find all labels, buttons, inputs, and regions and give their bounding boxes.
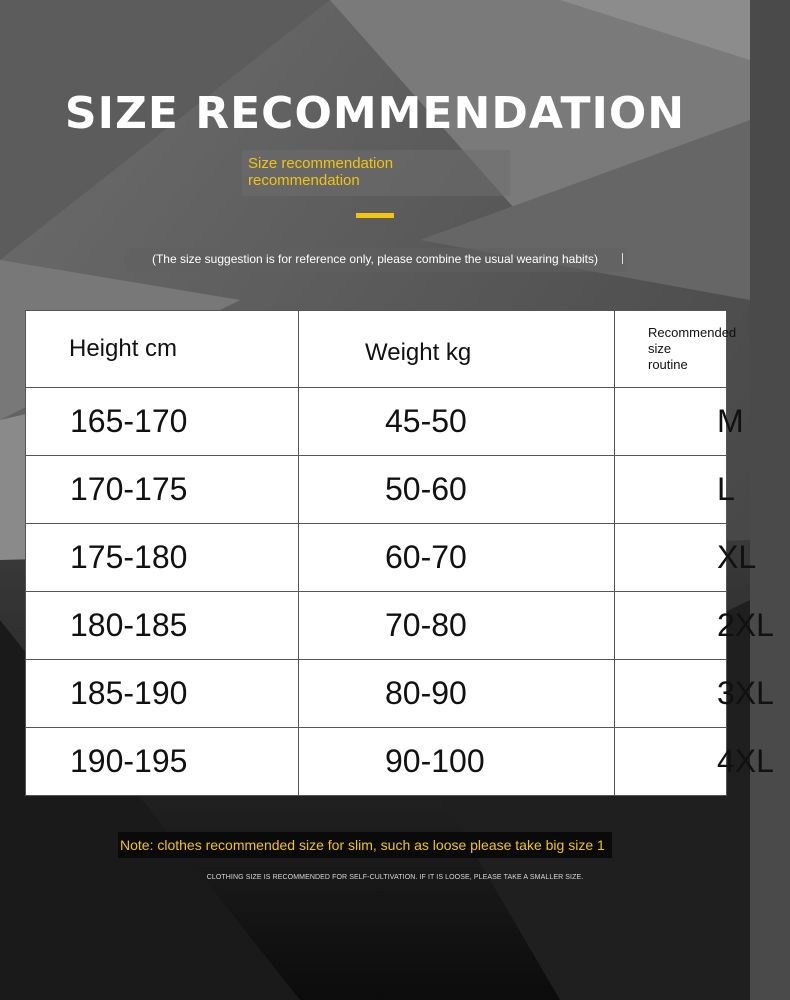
size-cell: L [615, 456, 727, 524]
accent-bar [356, 213, 394, 218]
weight-cell: 60-70 [299, 524, 615, 592]
size-cell: M [615, 388, 727, 456]
table-row [26, 388, 727, 456]
reference-notice: (The size suggestion is for reference only, please combine the usual wearing habits) [151, 252, 598, 266]
divider-tick [622, 253, 623, 264]
height-cell: 180-185 [26, 592, 299, 660]
subtitle [248, 155, 508, 189]
size-note: Note: clothes recommended size for slim, such as loose please take big size 1 [120, 837, 605, 853]
size-cell: 3XL [615, 660, 727, 728]
size-sub-note: CLOTHING SIZE IS RECOMMENDED FOR SELF-CULTIVATION. IF IT IS LOOSE, PLEASE TAKE A SMALLER SIZE. [206, 874, 584, 881]
table-row [26, 592, 727, 660]
height-cell: 185-190 [26, 660, 299, 728]
subtitle-line-1: Size recommendation [248, 155, 394, 172]
table-row [26, 524, 727, 592]
header-height: Height cm [26, 311, 299, 388]
weight-cell: 50-60 [299, 456, 615, 524]
height-cell: 165-170 [26, 388, 299, 456]
header-recommended-size-line2: routine [648, 357, 688, 372]
table-row [26, 660, 727, 728]
weight-cell: 80-90 [299, 660, 615, 728]
height-cell: 170-175 [26, 456, 299, 524]
size-cell: XL [615, 524, 727, 592]
header-recommended-size-line1: Recommended size [648, 325, 737, 356]
size-table [25, 310, 774, 796]
subtitle-line-2: recommendation [248, 172, 360, 189]
weight-cell: 70-80 [299, 592, 615, 660]
table-header-row [26, 311, 727, 388]
table-row [26, 456, 727, 524]
height-cell: 190-195 [26, 728, 299, 796]
weight-cell: 90-100 [299, 728, 615, 796]
page-title: SIZE RECOMMENDATION [64, 88, 686, 139]
table-row [26, 728, 727, 796]
size-cell: 2XL [615, 592, 727, 660]
weight-cell: 45-50 [299, 388, 615, 456]
header-weight: Weight kg [299, 311, 615, 388]
height-cell: 175-180 [26, 524, 299, 592]
header-recommended-size [615, 311, 737, 388]
size-cell: 4XL [615, 728, 727, 796]
